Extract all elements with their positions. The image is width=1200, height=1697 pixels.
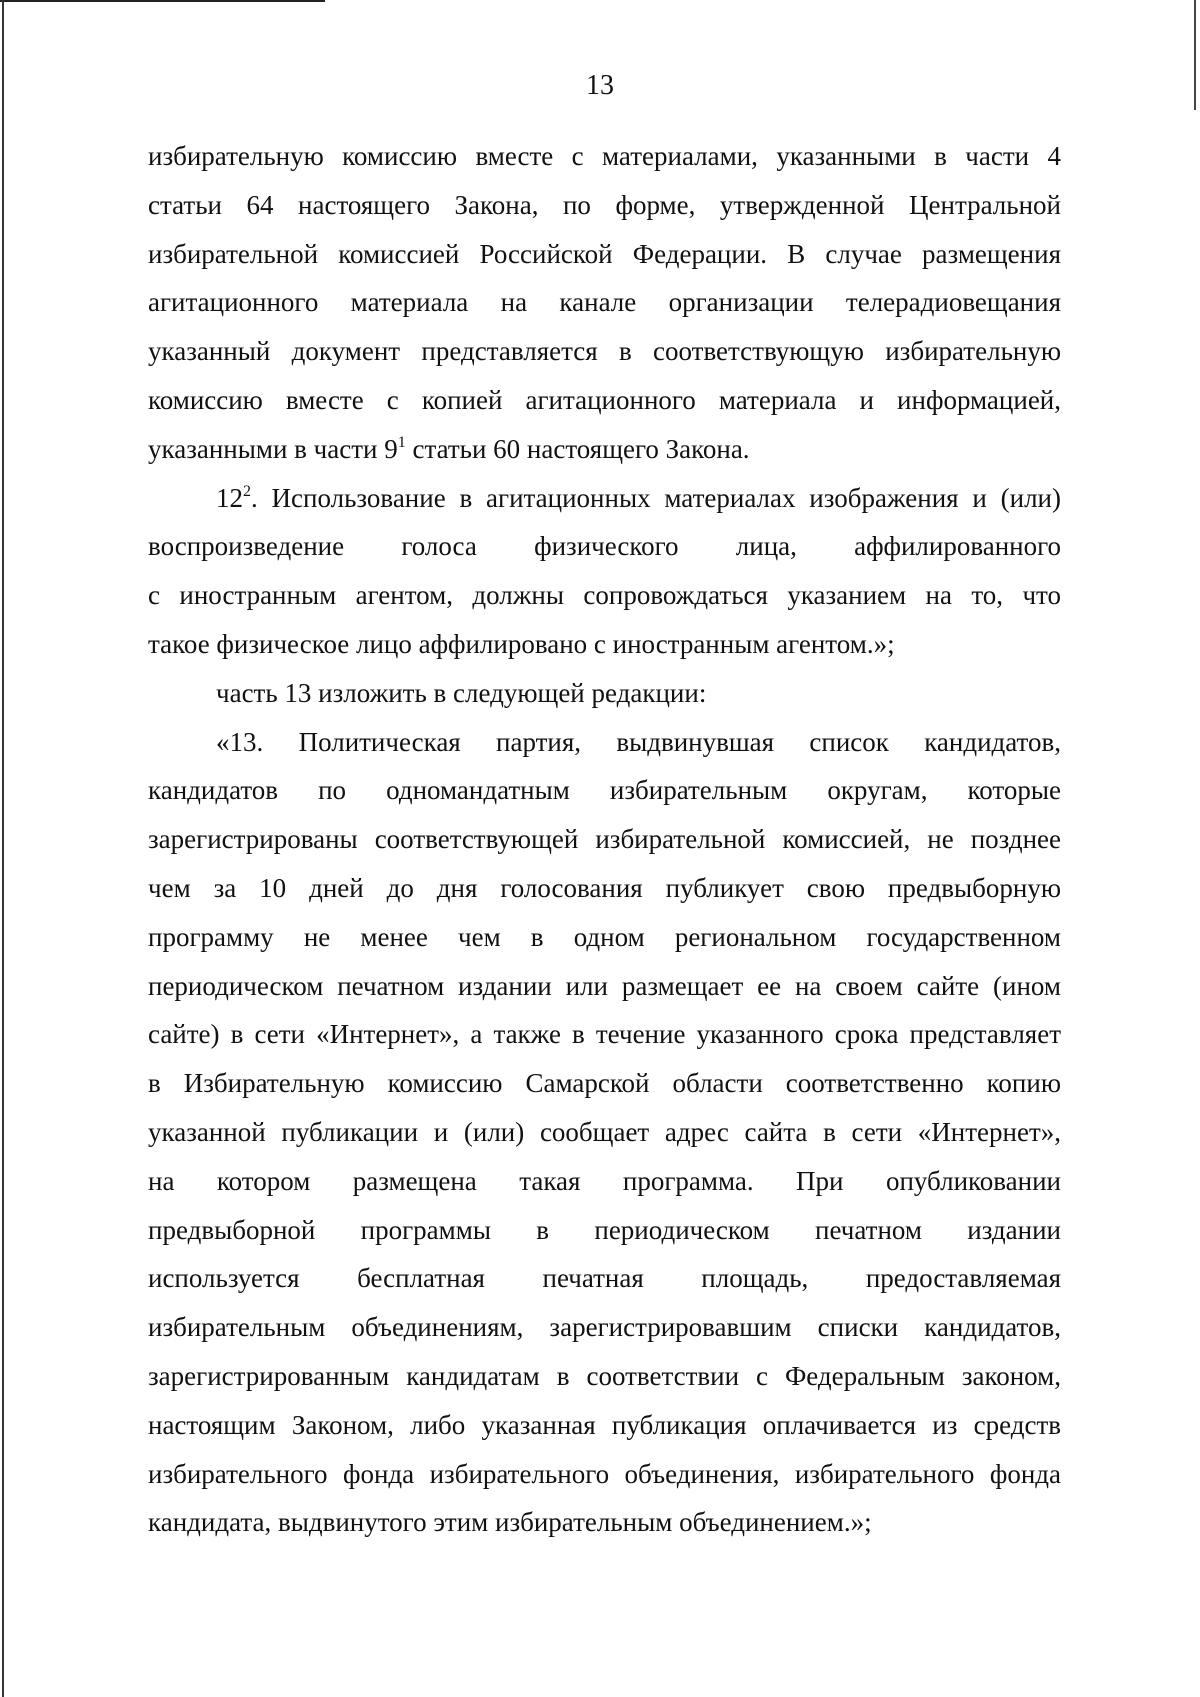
text-line: избирательного фонда избирательного объединения, избирательного фонда	[148, 1458, 1061, 1489]
text-line: избирательной комиссией Российской Федерации. В случае размещения	[148, 238, 1061, 269]
text-line: с иностранным агентом, должны сопровождаться указанием на то, что	[148, 580, 1061, 611]
text-fragment: статьи 60 настоящего Закона.	[405, 433, 750, 464]
text-line: сайте) в сети «Интернет», а также в течение указанного срока представляет	[148, 1019, 1061, 1050]
scan-edge-top	[0, 0, 325, 2]
text-line: кандидатов по одномандатным избирательным округам, которые	[148, 775, 1061, 806]
text-line: указанной публикации и (или) сообщает адрес сайта в сети «Интернет»,	[148, 1116, 1061, 1147]
text-line: воспроизведение голоса физического лица, аффилированного	[148, 531, 1061, 562]
text-line: кандидата, выдвинутого этим избирательным объединением.»;	[148, 1507, 872, 1538]
text-line: периодическом печатном издании или размещает ее на своем сайте (ином	[148, 970, 1061, 1001]
text-line: комиссию вместе с копией агитационного материала и информацией,	[148, 384, 1061, 415]
text-line: указанный документ представляется в соответствующую избирательную	[148, 336, 1061, 367]
text-line: настоящим Законом, либо указанная публикация оплачивается из средств	[148, 1409, 1061, 1440]
text-fragment: . Использование в агитационных материалах изображения и (или)	[251, 482, 1061, 513]
text-line: «13. Политическая партия, выдвинувшая список кандидатов,	[216, 726, 1061, 757]
text-line: чем за 10 дней до дня голосования публикует свою предвыборную	[148, 872, 1061, 903]
text-line: избирательным объединениям, зарегистрировавшим списки кандидатов,	[148, 1312, 1061, 1343]
superscript: 1	[397, 433, 406, 451]
text-line: такое физическое лицо аффилировано с иностранным агентом.»;	[148, 628, 895, 659]
text-line: на котором размещена такая программа. При опубликовании	[148, 1165, 1061, 1196]
document-body	[148, 132, 1061, 1547]
text-line: часть 13 изложить в следующей редакции:	[216, 677, 707, 708]
paragraph-number: 12	[216, 482, 243, 513]
text-line: избирательную комиссию вместе с материалами, указанными в части 4	[148, 141, 1061, 171]
text-line: в Избирательную комиссию Самарской области соответственно копию	[148, 1068, 1061, 1099]
text-fragment: указанными в части 9	[148, 433, 398, 464]
page-number: 13	[586, 70, 614, 101]
text-line: предвыборной программы в периодическом печатном издании	[148, 1214, 1061, 1245]
text-line: зарегистрированы соответствующей избирательной комиссией, не позднее	[148, 824, 1061, 855]
text-line	[148, 425, 1061, 474]
text-line: статьи 64 настоящего Закона, по форме, утвержденной Центральной	[148, 189, 1061, 220]
superscript: 2	[243, 482, 251, 500]
text-line: программу не менее чем в одном региональном государственном	[148, 921, 1061, 952]
text-line: используется бесплатная печатная площадь, предоставляемая	[148, 1263, 1061, 1294]
text-line: зарегистрированным кандидатам в соответствии с Федеральным законом,	[148, 1360, 1061, 1391]
text-line: агитационного материала на канале организации телерадиовещания	[148, 287, 1061, 318]
scan-edge-left	[2, 0, 4, 1697]
text-line	[148, 474, 1061, 523]
